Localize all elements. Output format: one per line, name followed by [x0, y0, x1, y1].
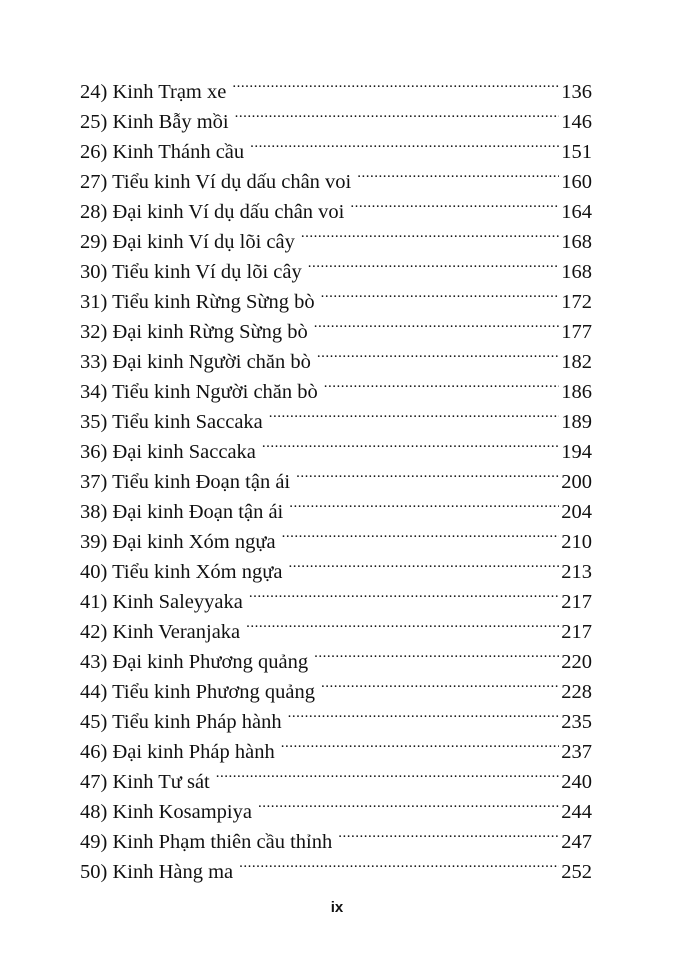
toc-entry-page: 168: [561, 231, 592, 253]
dot-leader: [289, 488, 559, 518]
toc-entry-title: 36) Đại kinh Saccaka: [80, 441, 256, 463]
dot-leader: [314, 308, 559, 338]
toc-entry-title: 39) Đại kinh Xóm ngựa: [80, 531, 276, 553]
dot-leader: [250, 128, 559, 158]
toc-entry-page: 228: [561, 681, 592, 703]
toc-entry-title: 40) Tiểu kinh Xóm ngựa: [80, 561, 283, 583]
dot-leader: [296, 458, 559, 488]
dot-leader: [269, 398, 559, 428]
toc-entry-title: 43) Đại kinh Phương quảng: [80, 651, 309, 673]
toc-entry-page: 220: [561, 651, 592, 673]
dot-leader: [314, 638, 559, 668]
toc-entry-page: 164: [561, 201, 592, 223]
toc-entry-title: 48) Kinh Kosampiya: [80, 801, 252, 823]
toc-entry-page: 177: [561, 321, 592, 343]
dot-leader: [288, 548, 559, 578]
toc-entry-page: 146: [561, 111, 592, 133]
toc-entry-page: 210: [561, 531, 592, 553]
dot-leader: [232, 68, 559, 98]
toc-entry-title: 32) Đại kinh Rừng Sừng bò: [80, 321, 308, 343]
toc-entry-title: 30) Tiểu kinh Ví dụ lõi cây: [80, 261, 302, 283]
dot-leader: [282, 518, 560, 548]
dot-leader: [357, 158, 559, 188]
dot-leader: [321, 668, 559, 698]
toc-entry-page: 240: [561, 771, 592, 793]
dot-leader: [258, 788, 559, 818]
toc-entry-page: 247: [561, 831, 592, 853]
toc-entry-title: 41) Kinh Saleyyaka: [80, 591, 243, 613]
toc-entry-title: 49) Kinh Phạm thiên cầu thỉnh: [80, 831, 333, 853]
dot-leader: [246, 608, 559, 638]
toc-entry-title: 33) Đại kinh Người chăn bò: [80, 351, 311, 373]
toc-entry-page: 189: [561, 411, 592, 433]
toc-entry-title: 27) Tiểu kinh Ví dụ dấu chân voi: [80, 171, 352, 193]
toc-entry-title: 34) Tiểu kinh Người chăn bò: [80, 381, 318, 403]
toc-entry-page: 186: [561, 381, 592, 403]
toc-entry-title: 44) Tiểu kinh Phương quảng: [80, 681, 315, 703]
toc-entry-page: 194: [561, 441, 592, 463]
toc-entry-page: 244: [561, 801, 592, 823]
toc-entry-title: 31) Tiểu kinh Rừng Sừng bò: [80, 291, 315, 313]
dot-leader: [308, 248, 560, 278]
toc-entry-title: 37) Tiểu kinh Đoạn tận ái: [80, 471, 291, 493]
toc-entry-page: 182: [561, 351, 592, 373]
dot-leader: [338, 818, 559, 848]
dot-leader: [317, 338, 559, 368]
dot-leader: [235, 98, 560, 128]
toc-entry-title: 28) Đại kinh Ví dụ dấu chân voi: [80, 201, 345, 223]
dot-leader: [249, 578, 559, 608]
toc-entry-page: 136: [561, 81, 592, 103]
toc-entry-page: 235: [561, 711, 592, 733]
toc-entry-page: 200: [561, 471, 592, 493]
toc-entry-title: 50) Kinh Hàng ma: [80, 861, 234, 883]
toc-entry-page: 217: [561, 591, 592, 613]
dot-leader: [324, 368, 559, 398]
toc-entry-title: 46) Đại kinh Pháp hành: [80, 741, 275, 763]
toc-entry-page: 213: [561, 561, 592, 583]
dot-leader: [350, 188, 559, 218]
page-number: ix: [330, 899, 344, 916]
toc-entry-page: 151: [561, 141, 592, 163]
dot-leader: [239, 848, 559, 878]
dot-leader: [216, 758, 560, 788]
toc-entry-title: 29) Đại kinh Ví dụ lõi cây: [80, 231, 295, 253]
toc-entry-title: 24) Kinh Trạm xe: [80, 81, 227, 103]
dot-leader: [301, 218, 559, 248]
dot-leader: [281, 728, 560, 758]
toc-entry-title: 38) Đại kinh Đoạn tận ái: [80, 501, 284, 523]
toc-entry-page: 204: [561, 501, 592, 523]
toc-entry-title: 47) Kinh Tư sát: [80, 771, 210, 793]
toc-entry-title: 26) Kinh Thánh cầu: [80, 141, 245, 163]
toc-entry-page: 252: [561, 861, 592, 883]
toc-entry-title: 35) Tiểu kinh Saccaka: [80, 411, 263, 433]
toc-entry-title: 45) Tiểu kinh Pháp hành: [80, 711, 282, 733]
dot-leader: [288, 698, 560, 728]
toc-entry-page: 160: [561, 171, 592, 193]
toc-entry-page: 237: [561, 741, 592, 763]
dot-leader: [321, 278, 560, 308]
toc-entry: [80, 68, 592, 103]
table-of-contents: [80, 68, 592, 883]
dot-leader: [262, 428, 559, 458]
toc-entry-title: 42) Kinh Veranjaka: [80, 621, 241, 643]
toc-entry-title: 25) Kinh Bẫy mồi: [80, 111, 229, 133]
toc-entry-page: 172: [561, 291, 592, 313]
toc-entry-page: 168: [561, 261, 592, 283]
toc-entry-page: 217: [561, 621, 592, 643]
